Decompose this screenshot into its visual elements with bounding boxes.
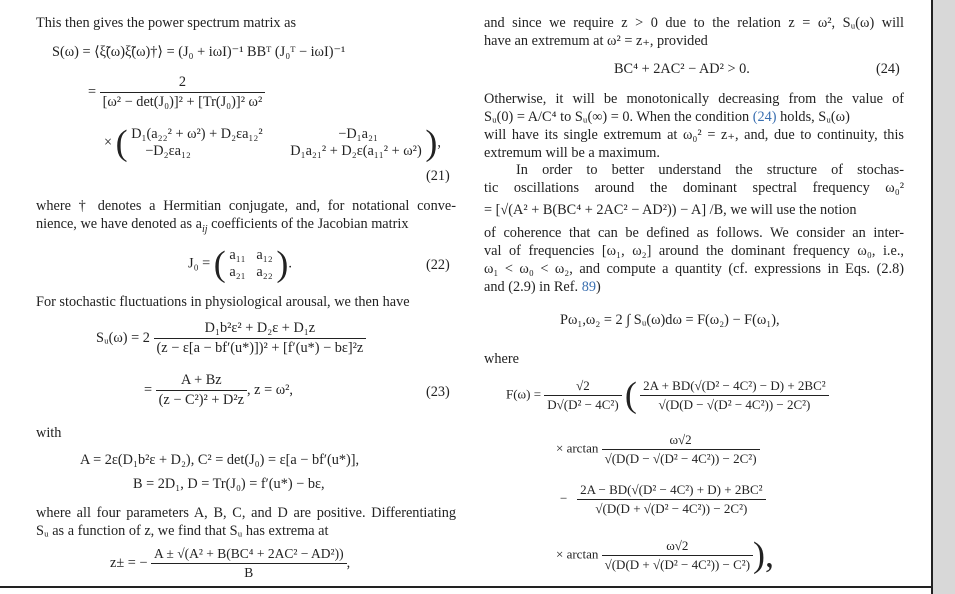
- page-border-bottom: [0, 586, 933, 588]
- definitions-line1: A = 2ε(D₁b²ε + D₂), C² = det(J₀) = ε[a − bf′(u*)],: [80, 452, 360, 468]
- equation-21-line2: = $\frac{2}{\text{[ω² − det(J₀)]² + [Tr(J₀)]² ω²}}$: [88, 74, 265, 111]
- definitions-line2: B = 2D₁, D = Tr(J₀) = f′(u*) − bε,: [133, 476, 325, 492]
- right-line-1: and since we require z > 0 due to the relation z = ω², Sᵤ(ω) will: [484, 15, 904, 31]
- word-with: with: [36, 425, 62, 441]
- equation-F-line3: − $\frac{\text{2A − BD(√(D² − 4C²) + D) + 2BC²}}{\text{√(D(D + √(D² − 4C²)) − 2C²)}}$: [560, 482, 766, 517]
- right-line-2: have an extremum at ω² = z₊, provided: [484, 33, 708, 49]
- equation-F-line4: × arctan $\frac{\omega√2}{\text{√(D(D + √(D² − 4C²)) − C²)}}$ ),: [556, 534, 775, 575]
- right-line-6: extremum will be a maximum.: [484, 145, 660, 161]
- right-line-10: of coherence that can be defined as follows. We consider an inter-: [484, 225, 904, 241]
- right-line-4: Sᵤ(0) = A/C⁴ to Sᵤ(∞) = 0. When the condition (24) holds, Sᵤ(ω): [484, 109, 850, 125]
- paragraph-intro: This then gives the power spectrum matrix as: [36, 15, 297, 31]
- right-margin-strip: [933, 0, 955, 594]
- paragraph-stochastic: For stochastic fluctuations in physiological arousal, we then have: [36, 294, 410, 310]
- equation-24-number: (24): [876, 61, 900, 77]
- paragraph-hermitian-line2: nience, we have denoted as $a_{ij}$ coefficients of the Jacobian matrix: [36, 216, 409, 235]
- equation-coherence: Pω₁,ω₂ = 2 ∫ Sᵤ(ω)dω = F(ω₂) − F(ω₁),: [560, 312, 780, 328]
- word-where: where: [484, 351, 519, 367]
- right-line-9: = [√(A² + B(BC⁴ + 2AC² − AD²)) − A] /B, we will use the notion: [484, 202, 857, 218]
- equation-22: J₀ = ( a₁₁ a₁₂ a₂₁ a₂₂ ).: [188, 243, 292, 284]
- equation-F-line1: F(ω) = $\frac{√2}{\text{D√(D² − 4C²)}}$ ( $\frac{\text{2A + BD(√(D² − 4C²) − D) + 2BC²}}{\text{√(D(D − √(D² − 4C²)) − 2C²)}}$: [506, 378, 829, 413]
- equation-21-number: (21): [426, 168, 450, 184]
- right-line-12: ω₁ < ω₀ < ω₂, and compute a quantity (cf. expressions in Eqs. (2.8): [484, 261, 904, 277]
- equation-22-number: (22): [426, 257, 450, 273]
- right-line-7: In order to better understand the structure of stochas-: [516, 162, 904, 178]
- equation-extrema: z± = − $\frac{\text{A ± √(A² + B(BC⁴ + 2AC² − AD²))}}{B}$ ,: [110, 546, 351, 580]
- equation-21-matrix: × ( D₁(a₂₂² + ω²) + D₂εa₁₂² −D₂εa₁₂ −D₁a₂₁ D₁a₂₁² + D₂ε(a₁₁² + ω²) ),: [104, 122, 441, 163]
- right-line-11: val of frequencies [ω₁, ω₂] around the dominant frequency ω₀, i.e.,: [484, 243, 904, 259]
- equation-F-line2: × arctan $\frac{\omega√2}{\text{√(D(D − √(D² − 4C²)) − 2C²)}}$: [556, 432, 760, 467]
- equation-23-line1: Sᵤ(ω) = 2 $\frac{\text{D₁b²ε² + D₂ε + D₁z}}{\text{(z − ε[a − bf′(u*)])² + [f′(u*) − bε]²z}}$: [96, 320, 366, 357]
- right-line-3: Otherwise, it will be monotonically decreasing from the value of: [484, 91, 904, 107]
- paragraph-parameters-line1: where all four parameters A, B, C, and D are positive. Differentiating: [36, 505, 456, 521]
- equation-23-line2: = $\frac{A + Bz}{\text{(z − C²)² + D²z}}$ , z = ω²,: [144, 372, 293, 408]
- right-line-13: and (2.9) in Ref. 89): [484, 279, 601, 295]
- right-line-5: will have its single extremum at ω₀² = z₊, and, due to continuity, this: [484, 127, 904, 143]
- reference-89-link[interactable]: 89: [581, 279, 596, 295]
- paragraph-parameters-line2: Sᵤ as a function of z, we find that Sᵤ has extrema at: [36, 523, 329, 539]
- paragraph-hermitian-line1: where † denotes a Hermitian conjugate, and, for notational conve-: [36, 198, 456, 214]
- equation-24-link[interactable]: (24): [752, 109, 777, 125]
- equation-21-fraction: $\frac{2}{\text{[ω² − det(J₀)]² + [Tr(J₀)]² ω²}}$: [100, 74, 266, 111]
- equation-21-line1: S(ω) = ⟨ξ̃(ω)ξ̃(ω)†⟩ = (J₀ + iωI)⁻¹ BBᵀ (J₀ᵀ − iωI)⁻¹: [52, 44, 346, 60]
- equation-24: BC⁴ + 2AC² − AD² > 0.: [614, 61, 750, 77]
- page-border-right: [931, 0, 933, 594]
- right-line-8: tic oscillations around the dominant spectral frequency ω₀²: [484, 180, 904, 196]
- equation-23-number: (23): [426, 384, 450, 400]
